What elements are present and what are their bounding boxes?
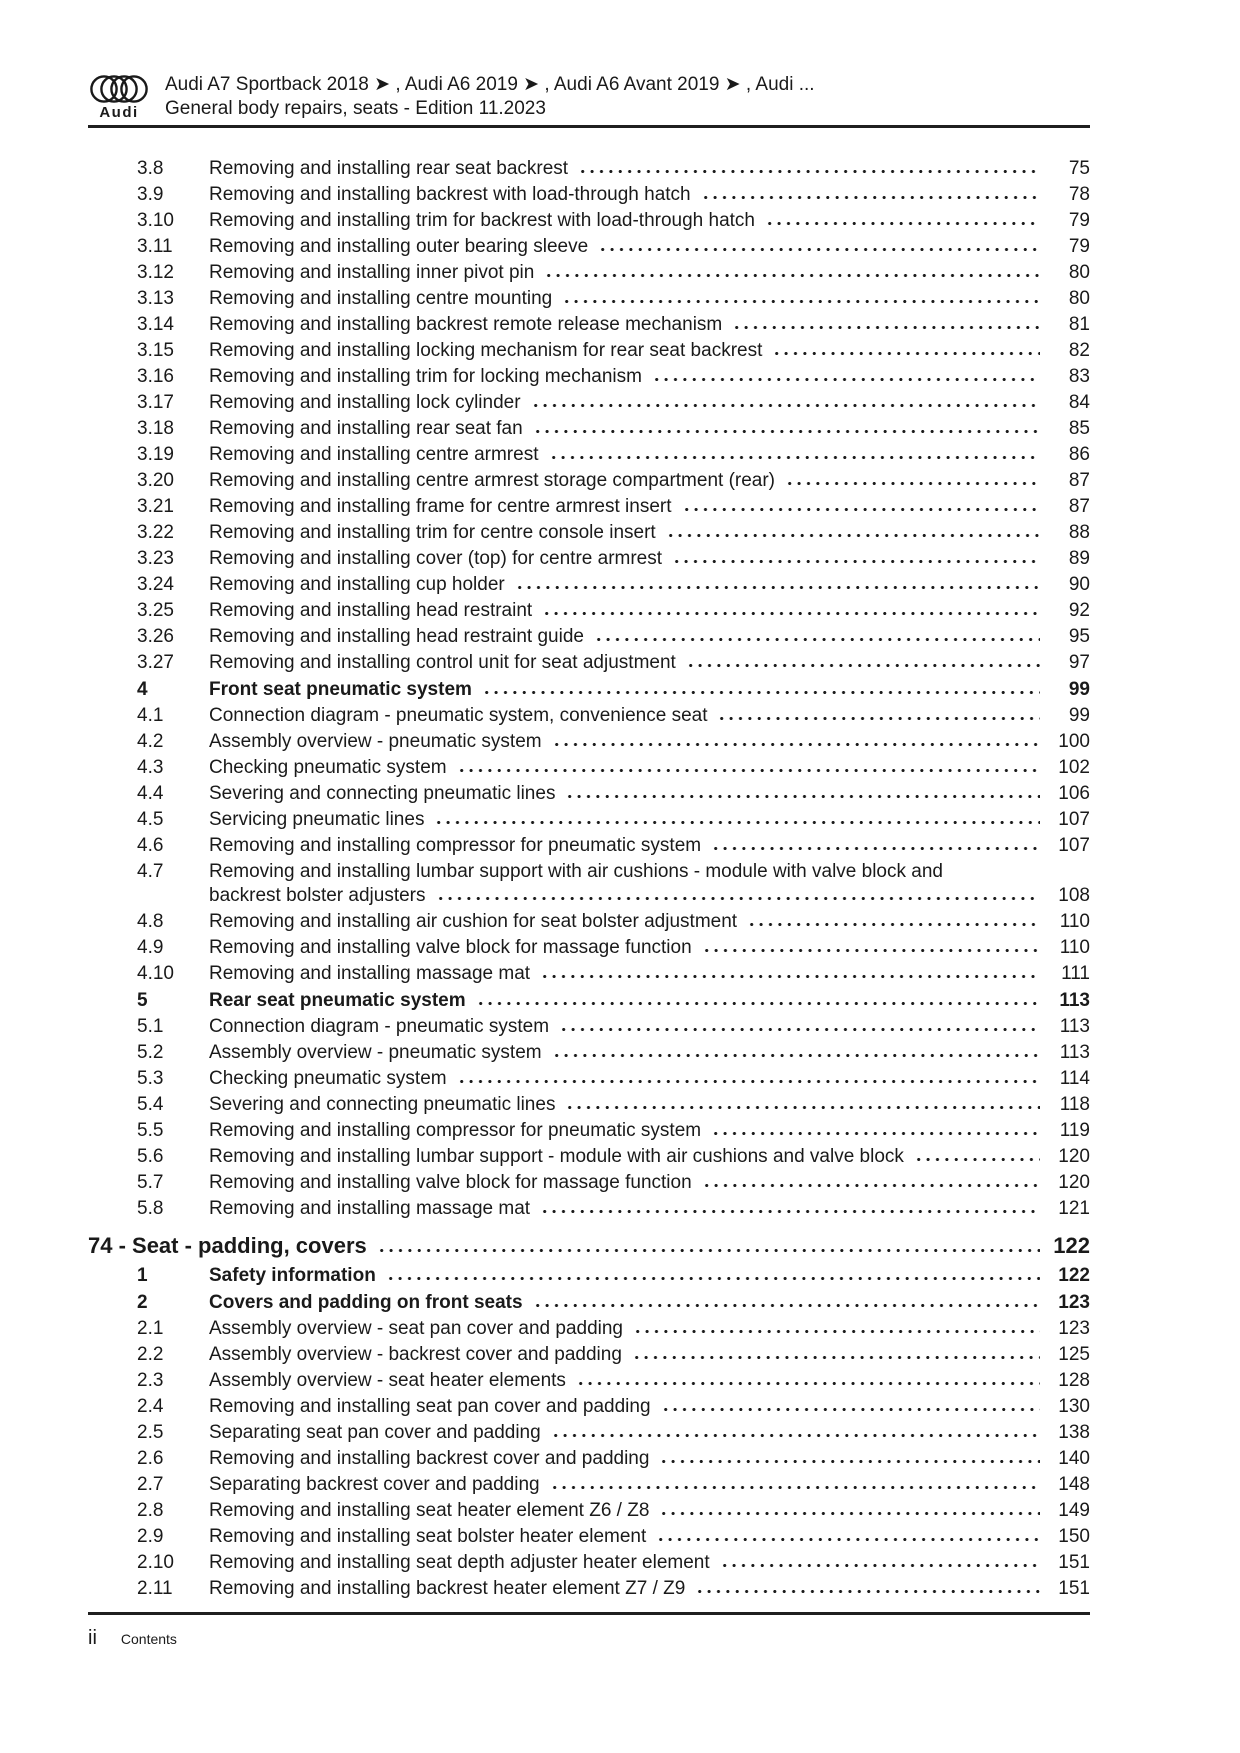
document-header: [88, 73, 1090, 121]
toc-entry-number: 3.23: [137, 548, 174, 569]
toc-entry-3-20[interactable]: [88, 470, 1090, 492]
toc-entry-page: 75: [1068, 158, 1090, 179]
footer-page-number: ii: [88, 1627, 97, 1649]
toc-entry-title: Connection diagram - pneumatic system, convenience seat: [209, 705, 708, 726]
dot-leader: [785, 481, 1040, 486]
toc-entry-title: Connection diagram - pneumatic system: [209, 1016, 550, 1037]
toc-entry-title: Removing and installing rear seat fan: [209, 418, 523, 439]
toc-entry-title: Removing and installing lumbar support - module with air cushions and valve block: [209, 1146, 904, 1167]
toc-entry-page: 97: [1068, 652, 1090, 673]
dot-leader: [578, 169, 1040, 174]
toc-entry-number: 2.7: [137, 1474, 164, 1495]
toc-entry-5-3[interactable]: [88, 1068, 1090, 1090]
toc-entry-number: 3.19: [137, 444, 174, 465]
toc-entry-number: 3.15: [137, 340, 174, 361]
dot-leader: [549, 455, 1041, 460]
toc-entry-4-8[interactable]: [88, 911, 1090, 933]
toc-entry-page: 106: [1058, 783, 1090, 804]
toc-entry-title: Removing and installing trim for locking mechanism: [209, 366, 642, 387]
dot-leader: [666, 533, 1040, 538]
toc-entry-page: 138: [1058, 1422, 1090, 1443]
toc-entry-2-2[interactable]: [88, 1344, 1090, 1366]
dot-leader: [434, 820, 1040, 825]
toc-entry-2-3[interactable]: [88, 1370, 1090, 1392]
toc-entry-title: Removing and installing backrest with load-through hatch: [209, 184, 691, 205]
toc-entry-number: 2.1: [137, 1318, 164, 1339]
dot-leader: [598, 247, 1040, 252]
toc-entry-title: Removing and installing lock cylinder: [209, 392, 521, 413]
toc-entry-3-22[interactable]: [88, 522, 1090, 544]
toc-entry-page: 78: [1068, 184, 1090, 205]
dot-leader: [717, 716, 1040, 721]
toc-entry-title: Removing and installing backrest heater element Z7 / Z9: [209, 1578, 686, 1599]
toc-entry-title: Removing and installing control unit for seat adjustment: [209, 652, 676, 673]
toc-entry-number: 4.1: [137, 705, 164, 726]
toc-entry-3-17[interactable]: [88, 392, 1090, 414]
toc-entry-4-10[interactable]: [88, 963, 1090, 985]
toc-entry-5-2[interactable]: [88, 1042, 1090, 1064]
toc-entry-number: 5.6: [137, 1146, 164, 1167]
toc-entry-title: Removing and installing massage mat: [209, 963, 531, 984]
dot-leader: [552, 1053, 1040, 1058]
toc-entry-page: 79: [1068, 236, 1090, 257]
toc-entry-page: 114: [1059, 1068, 1090, 1089]
toc-entry-page: 122: [1058, 1265, 1090, 1286]
toc-entry-number: 5.8: [137, 1198, 164, 1219]
toc-entry-title: Servicing pneumatic lines: [209, 809, 425, 830]
toc-entry-number: 3.14: [137, 314, 174, 335]
toc-entry-title: Removing and installing seat depth adjuster heater element: [209, 1552, 710, 1573]
toc-entry-3-8[interactable]: [88, 158, 1090, 180]
toc-entry-page: 151: [1058, 1552, 1090, 1573]
dot-leader: [457, 1079, 1040, 1084]
toc-entry-number: 2.8: [137, 1500, 164, 1521]
toc-entry-number: 5.3: [137, 1068, 164, 1089]
toc-entry-5-8[interactable]: [88, 1198, 1090, 1220]
footer-divider: [88, 1612, 1090, 1615]
toc-entry-page: 107: [1058, 809, 1090, 830]
toc-entry-4-4[interactable]: [88, 783, 1090, 805]
dot-leader: [559, 1027, 1040, 1032]
toc-entry-page: 113: [1059, 1042, 1090, 1063]
toc-entry-3-11[interactable]: [88, 236, 1090, 258]
dot-leader: [702, 948, 1040, 953]
toc-entry-2-10[interactable]: [88, 1552, 1090, 1574]
dot-leader: [576, 1381, 1040, 1386]
toc-entry-number: 3.25: [137, 600, 174, 621]
dot-leader: [772, 351, 1040, 356]
toc-entry-page: 102: [1058, 757, 1090, 778]
toc-entry-number: 3.24: [137, 574, 174, 595]
dot-leader: [659, 1511, 1040, 1516]
toc-entry-page: 123: [1058, 1292, 1090, 1313]
toc-entry-title: Removing and installing massage mat: [209, 1198, 531, 1219]
toc-entry-5-6[interactable]: [88, 1146, 1090, 1168]
toc-entry-5-1[interactable]: [88, 1016, 1090, 1038]
toc-entry-page: 128: [1058, 1370, 1090, 1391]
toc-entry-page: 100: [1058, 731, 1090, 752]
dot-leader: [632, 1355, 1040, 1360]
toc-entry-title: Removing and installing seat heater element Z6 / Z8: [209, 1500, 650, 1521]
toc-entry-number: 3.13: [137, 288, 174, 309]
audi-logo: [88, 73, 150, 121]
toc-entry-title: Safety information: [209, 1265, 376, 1286]
audi-rings-icon: [90, 75, 148, 103]
toc-entry-3-15[interactable]: [88, 340, 1090, 362]
toc-entry-number: 5.4: [137, 1094, 164, 1115]
toc-entry-page: 113: [1059, 990, 1090, 1011]
toc-entry-page: 81: [1068, 314, 1090, 335]
header-divider: [88, 125, 1090, 128]
toc-entry-title: Removing and installing frame for centre armrest insert: [209, 496, 672, 517]
dot-leader: [656, 1537, 1040, 1542]
toc-entry-number: 4.2: [137, 731, 164, 752]
toc-entry-5-7[interactable]: [88, 1172, 1090, 1194]
toc-entry-number: 3.11: [137, 236, 173, 257]
dot-leader: [457, 768, 1040, 773]
footer-section-label: Contents: [120, 1631, 177, 1647]
toc-entry-4-7-continued[interactable]: [88, 885, 1090, 907]
dot-leader: [747, 922, 1040, 927]
toc-entry-title: Severing and connecting pneumatic lines: [209, 783, 556, 804]
toc-entry-4-9[interactable]: [88, 937, 1090, 959]
toc-entry-page: 87: [1068, 470, 1090, 491]
toc-entry-title: Removing and installing backrest remote release mechanism: [209, 314, 723, 335]
toc-entry-title: Removing and installing locking mechanism for rear seat backrest: [209, 340, 763, 361]
toc-entry-2-8[interactable]: [88, 1500, 1090, 1522]
toc-entry-page: 119: [1059, 1120, 1090, 1141]
toc-entry-number: 3.22: [137, 522, 174, 543]
toc-entry-4[interactable]: [88, 679, 1090, 701]
toc-entry-title: Removing and installing cover (top) for centre armrest: [209, 548, 663, 569]
toc-entry-4-5[interactable]: [88, 809, 1090, 831]
toc-entry-title: Covers and padding on front seats: [209, 1292, 523, 1313]
toc-entry-chapter-74[interactable]: [88, 1233, 1090, 1259]
dot-leader: [565, 1105, 1040, 1110]
dot-leader: [552, 742, 1040, 747]
toc-entry-4-2[interactable]: [88, 731, 1090, 753]
page-footer: [88, 1627, 1090, 1650]
toc-entry-title: Assembly overview - pneumatic system: [209, 1042, 542, 1063]
toc-entry-page: 110: [1059, 911, 1090, 932]
dot-leader: [482, 690, 1040, 695]
toc-entry-number: 4.5: [137, 809, 164, 830]
toc-entry-4-6[interactable]: [88, 835, 1090, 857]
toc-entry-number: 5.5: [137, 1120, 164, 1141]
toc-entry-number: 3.18: [137, 418, 174, 439]
toc-entry-title: Assembly overview - seat pan cover and padding: [209, 1318, 624, 1339]
toc-entry-title: Removing and installing head restraint guide: [209, 626, 584, 647]
toc-entry-1[interactable]: [88, 1265, 1090, 1287]
toc-entry-3-14[interactable]: [88, 314, 1090, 336]
toc-entry-title: Removing and installing seat bolster heater element: [209, 1526, 647, 1547]
toc-entry-page: 84: [1068, 392, 1090, 413]
toc-entry-3-12[interactable]: [88, 262, 1090, 284]
dot-leader: [686, 663, 1040, 668]
dot-leader: [672, 559, 1040, 564]
toc-entry-page: 110: [1059, 937, 1090, 958]
dot-leader: [732, 325, 1040, 330]
toc-entry-5[interactable]: [88, 990, 1090, 1012]
dot-leader: [550, 1485, 1040, 1490]
toc-entry-number: 2.5: [137, 1422, 164, 1443]
toc-entry-number: 2.4: [137, 1396, 164, 1417]
dot-leader: [695, 1589, 1040, 1594]
dot-leader: [702, 1183, 1040, 1188]
toc-entry-page: 121: [1058, 1198, 1090, 1219]
header-models-line: Audi A7 Sportback 2018 ➤ , Audi A6 2019 ➤ , Audi A6 Avant 2019 ➤ , Audi ...: [165, 74, 815, 95]
toc-entry-page: 111: [1061, 963, 1090, 984]
toc-entry-page: 140: [1058, 1448, 1090, 1469]
dot-leader: [659, 1459, 1040, 1464]
toc-entry-page: 122: [1053, 1233, 1090, 1258]
toc-entry-number: 2.9: [137, 1526, 164, 1547]
toc-entry-title: Removing and installing valve block for massage function: [209, 937, 692, 958]
toc-entry-page: 148: [1058, 1474, 1090, 1495]
table-of-contents: [88, 158, 1090, 1600]
toc-entry-title-continued: backrest bolster adjusters: [209, 885, 426, 906]
toc-entry-title: Removing and installing cup holder: [209, 574, 505, 595]
toc-entry-page: 83: [1068, 366, 1090, 387]
toc-entry-5-4[interactable]: [88, 1094, 1090, 1116]
toc-entry-page: 150: [1058, 1526, 1090, 1547]
toc-entry-3-21[interactable]: [88, 496, 1090, 518]
toc-entry-3-19[interactable]: [88, 444, 1090, 466]
toc-entry-number: 4.4: [137, 783, 164, 804]
toc-entry-page: 79: [1068, 210, 1090, 231]
toc-entry-2-1[interactable]: [88, 1318, 1090, 1340]
toc-entry-title: Assembly overview - seat heater elements: [209, 1370, 566, 1391]
toc-entry-title: Assembly overview - pneumatic system: [209, 731, 542, 752]
dot-leader: [633, 1329, 1040, 1334]
dot-leader: [544, 273, 1040, 278]
dot-leader: [594, 637, 1040, 642]
toc-entry-title: Removing and installing compressor for pneumatic system: [209, 835, 702, 856]
toc-entry-title: Removing and installing rear seat backrest: [209, 158, 569, 179]
dot-leader: [701, 195, 1040, 200]
dot-leader: [711, 846, 1040, 851]
toc-entry-page: 88: [1068, 522, 1090, 543]
toc-entry-number: 5.1: [137, 1016, 164, 1037]
toc-entry-page: 113: [1059, 1016, 1090, 1037]
toc-entry-page: 120: [1058, 1146, 1090, 1167]
toc-entry-page: 149: [1058, 1500, 1090, 1521]
toc-entry-3-26[interactable]: [88, 626, 1090, 648]
toc-entry-title: Removing and installing trim for centre console insert: [209, 522, 656, 543]
toc-entry-4-7[interactable]: [88, 861, 1090, 883]
toc-entry-title: Removing and installing compressor for pneumatic system: [209, 1120, 702, 1141]
dot-leader: [682, 507, 1040, 512]
toc-entry-number: 3.26: [137, 626, 174, 647]
header-text: [165, 73, 815, 121]
dot-leader: [377, 1248, 1040, 1253]
dot-leader: [533, 429, 1040, 434]
dot-leader: [711, 1131, 1040, 1136]
toc-entry-number: 4.6: [137, 835, 164, 856]
toc-entry-page: 82: [1068, 340, 1090, 361]
toc-entry-number: 3.10: [137, 210, 174, 231]
toc-entry-number: 5: [137, 990, 148, 1011]
toc-entry-page: 86: [1068, 444, 1090, 465]
toc-entry-2-9[interactable]: [88, 1526, 1090, 1548]
dot-leader: [551, 1433, 1040, 1438]
toc-entry-page: 80: [1068, 262, 1090, 283]
toc-entry-number: 3.27: [137, 652, 174, 673]
toc-entry-number: 3.20: [137, 470, 174, 491]
toc-entry-page: 87: [1068, 496, 1090, 517]
dot-leader: [720, 1563, 1040, 1568]
toc-entry-page: 99: [1068, 705, 1090, 726]
toc-entry-3-13[interactable]: [88, 288, 1090, 310]
toc-entry-page: 99: [1068, 679, 1090, 700]
toc-entry-title: Checking pneumatic system: [209, 1068, 447, 1089]
dot-leader: [531, 403, 1040, 408]
header-edition-line: General body repairs, seats - Edition 11.2023: [165, 98, 546, 119]
toc-entry-3-24[interactable]: [88, 574, 1090, 596]
toc-entry-title: Removing and installing backrest cover and padding: [209, 1448, 650, 1469]
toc-entry-number: 4.10: [137, 963, 174, 984]
toc-entry-3-9[interactable]: [88, 184, 1090, 206]
toc-entry-number: 2.3: [137, 1370, 164, 1391]
toc-entry-page: 125: [1058, 1344, 1090, 1365]
toc-entry-title: Removing and installing inner pivot pin: [209, 262, 535, 283]
toc-entry-page: 80: [1068, 288, 1090, 309]
toc-entry-number: 4: [137, 679, 148, 700]
dot-leader: [533, 1303, 1040, 1308]
toc-entry-number: 1: [137, 1265, 148, 1286]
toc-entry-page: 107: [1058, 835, 1090, 856]
toc-entry-page: 108: [1058, 885, 1090, 906]
toc-entry-4-1[interactable]: [88, 705, 1090, 727]
toc-entry-number: 5.7: [137, 1172, 164, 1193]
dot-leader: [540, 1209, 1040, 1214]
toc-entry-2-11[interactable]: [88, 1578, 1090, 1600]
toc-entry-number: 4.3: [137, 757, 164, 778]
toc-entry-number: 2: [137, 1292, 148, 1313]
toc-entry-page: 85: [1068, 418, 1090, 439]
toc-entry-4-3[interactable]: [88, 757, 1090, 779]
toc-entry-number: 2.10: [137, 1552, 174, 1573]
dot-leader: [765, 221, 1040, 226]
toc-entry-page: 90: [1068, 574, 1090, 595]
toc-entry-title: Rear seat pneumatic system: [209, 990, 466, 1011]
toc-entry-page: 92: [1068, 600, 1090, 621]
toc-entry-title: Removing and installing outer bearing sleeve: [209, 236, 589, 257]
toc-entry-number: 4.9: [137, 937, 164, 958]
toc-entry-number: 3.9: [137, 184, 164, 205]
dot-leader: [540, 974, 1040, 979]
toc-entry-3-23[interactable]: [88, 548, 1090, 570]
dot-leader: [476, 1001, 1040, 1006]
toc-entry-3-16[interactable]: [88, 366, 1090, 388]
toc-entry-title: Assembly overview - backrest cover and padding: [209, 1344, 622, 1365]
toc-entry-title: Checking pneumatic system: [209, 757, 447, 778]
toc-entry-title: Removing and installing seat pan cover and padding: [209, 1396, 651, 1417]
toc-entry-number: 5.2: [137, 1042, 164, 1063]
toc-entry-number: 3.12: [137, 262, 174, 283]
toc-entry-page: 120: [1058, 1172, 1090, 1193]
audi-wordmark: Audi: [99, 104, 139, 121]
toc-entry-page: 118: [1059, 1094, 1090, 1115]
toc-entry-number: 4.7: [137, 861, 164, 882]
toc-entry-3-25[interactable]: [88, 600, 1090, 622]
toc-entry-5-5[interactable]: [88, 1120, 1090, 1142]
toc-entry-2-5[interactable]: [88, 1422, 1090, 1444]
toc-entry-title: Removing and installing centre armrest storage compartment (rear): [209, 470, 776, 491]
dot-leader: [914, 1157, 1040, 1162]
toc-entry-number: 3.8: [137, 158, 164, 179]
toc-entry-number: 2.11: [137, 1578, 173, 1599]
toc-entry-page: 95: [1068, 626, 1090, 647]
toc-entry-2-7[interactable]: [88, 1474, 1090, 1496]
dot-leader: [515, 585, 1040, 590]
toc-entry-number: 2.2: [137, 1344, 164, 1365]
dot-leader: [565, 794, 1040, 799]
dot-leader: [542, 611, 1040, 616]
toc-entry-number: 2.6: [137, 1448, 164, 1469]
toc-entry-number: 4.8: [137, 911, 164, 932]
toc-entry-number: 3.21: [137, 496, 174, 517]
toc-entry-title: Severing and connecting pneumatic lines: [209, 1094, 556, 1115]
dot-leader: [562, 299, 1040, 304]
toc-entry-title: Removing and installing trim for backrest with load-through hatch: [209, 210, 755, 231]
dot-leader: [436, 896, 1041, 901]
toc-entry-number: 3.17: [137, 392, 174, 413]
toc-entry-title: Removing and installing air cushion for seat bolster adjustment: [209, 911, 738, 932]
dot-leader: [661, 1407, 1040, 1412]
dot-leader: [386, 1276, 1040, 1281]
toc-entry-title: Removing and installing head restraint: [209, 600, 533, 621]
toc-entry-title: 74 - Seat - padding, covers: [88, 1233, 367, 1258]
toc-entry-3-10[interactable]: [88, 210, 1090, 232]
toc-entry-title: Front seat pneumatic system: [209, 679, 472, 700]
toc-entry-title: Removing and installing valve block for massage function: [209, 1172, 692, 1193]
toc-entry-page: 151: [1058, 1578, 1090, 1599]
toc-entry-3-27[interactable]: [88, 652, 1090, 674]
toc-entry-number: 3.16: [137, 366, 174, 387]
toc-entry-2-4[interactable]: [88, 1396, 1090, 1418]
toc-entry-title: Separating seat pan cover and padding: [209, 1422, 541, 1443]
toc-entry-page: 89: [1068, 548, 1090, 569]
toc-entry-title: Removing and installing lumbar support with air cushions - module with valve block and: [209, 861, 943, 882]
toc-entry-page: 123: [1058, 1318, 1090, 1339]
toc-entry-2-6[interactable]: [88, 1448, 1090, 1470]
toc-entry-title: Removing and installing centre armrest: [209, 444, 539, 465]
toc-entry-page: 130: [1058, 1396, 1090, 1417]
toc-entry-2[interactable]: [88, 1292, 1090, 1314]
toc-entry-title: Removing and installing centre mounting: [209, 288, 553, 309]
dot-leader: [652, 377, 1040, 382]
toc-entry-title: Separating backrest cover and padding: [209, 1474, 540, 1495]
toc-entry-3-18[interactable]: [88, 418, 1090, 440]
